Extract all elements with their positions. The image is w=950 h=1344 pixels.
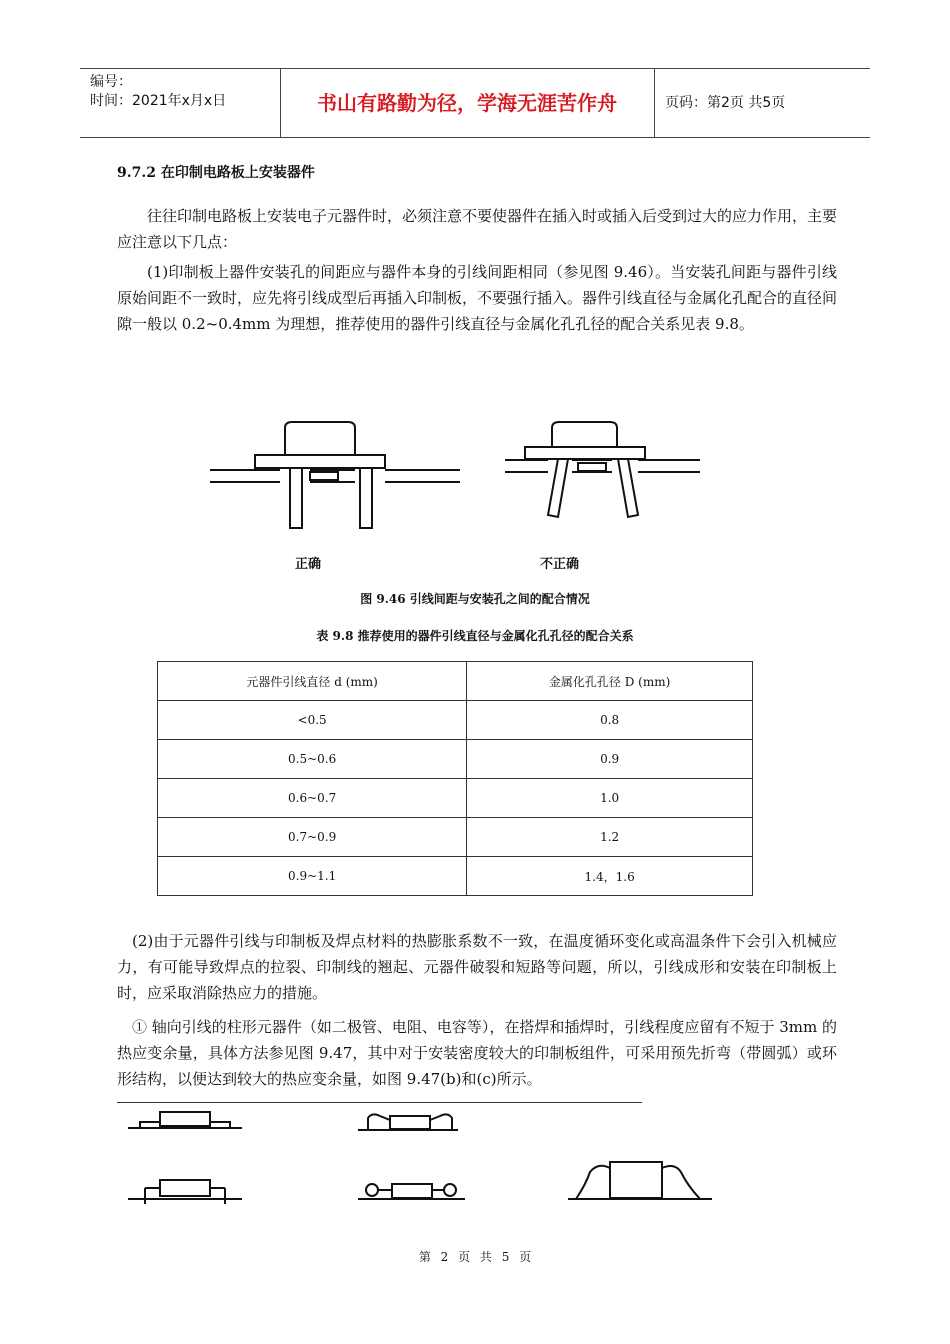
- document-number: 编号：: [90, 74, 132, 90]
- table-9-8-caption: 表 9.8 推荐使用的器件引线直径与金属化孔孔径的配合关系: [316, 629, 634, 643]
- table-row: [158, 857, 753, 896]
- table-cell: 0.6~0.7: [158, 779, 467, 818]
- table-cell: 1.0: [467, 779, 753, 818]
- header-page-number: 页码：第2页 共5页: [665, 95, 786, 111]
- divider: [117, 1102, 642, 1103]
- table-cell: 0.7~0.9: [158, 818, 467, 857]
- axial-component-loop-leads: [358, 1184, 465, 1199]
- table-header-lead-diameter: 元器件引线直径 d (mm): [158, 662, 467, 701]
- page-header: [80, 68, 870, 138]
- document-date: 时间：2021年x月x日: [90, 93, 227, 109]
- incorrect-mounting-illustration: [505, 422, 700, 517]
- table-cell: 1.2: [467, 818, 753, 857]
- table-cell: 0.8: [467, 701, 753, 740]
- section-title: 9.7.2 在印制电路板上安装器件: [117, 165, 315, 181]
- table-header-hole-diameter: 金属化孔孔径 D (mm): [467, 662, 753, 701]
- table-row: [158, 740, 753, 779]
- table-cell: 0.9: [467, 740, 753, 779]
- table-cell: 0.5~0.6: [158, 740, 467, 779]
- paragraph-point-2-1: ① 轴向引线的柱形元器件（如二极管、电阻、电容等），在搭焊和插焊时，引线程度应留有不短于 3mm 的热应变余量，具体方法参见图 9.47，其中对于安装密度较大的印制板组件，可采用预先折弯（带圆弧）或环形结构，以便达到较大的热应变余量，如图 9.47(b)和(c)所示。: [117, 1018, 837, 1088]
- table-row: [158, 779, 753, 818]
- header-motto: 书山有路勤为径，学海无涯苦作舟: [280, 69, 655, 137]
- table-9-8: [157, 661, 753, 896]
- paragraph-point-2: (2)由于元器件引线与印制板及焊点材料的热膨胀系数不一致，在温度循环变化或高温条件下会引入机械应力，有可能导致焊点的拉裂、印制线的翘起、元器件破裂和短路等问题，所以，引线成形和安装在印制板上时，应采取消除热应力的措施。: [117, 932, 837, 1002]
- label-correct: 正确: [295, 557, 322, 572]
- large-component-arched-leads: [568, 1162, 712, 1199]
- table-cell: 0.9~1.1: [158, 857, 467, 896]
- axial-component-straight-leads: [128, 1112, 242, 1128]
- axial-component-through-hole: [128, 1180, 242, 1204]
- table-header-row: [158, 662, 753, 701]
- label-incorrect: 不正确: [540, 557, 580, 572]
- page-footer: 第 2 页 共 5 页: [418, 1250, 532, 1264]
- table-cell: 1.4，1.6: [467, 857, 753, 896]
- correct-mounting-illustration: [210, 422, 460, 528]
- paragraph-intro: 往往印制电路板上安装电子元器件时，必须注意不要使器件在插入时或插入后受到过大的应力作用，主要应注意以下几点：: [117, 207, 838, 251]
- axial-component-bent-leads: [358, 1114, 458, 1130]
- figure-9-47-diagram: [120, 1104, 740, 1224]
- table-row: [158, 818, 753, 857]
- table-cell: <0.5: [158, 701, 467, 740]
- figure-9-46-diagram: [200, 410, 760, 585]
- table-row: [158, 701, 753, 740]
- header-info-cell: [80, 69, 281, 137]
- paragraph-point-1: (1)印制板上器件安装孔的间距应与器件本身的引线间距相同（参见图 9.46）。当安装孔间距与器件引线原始间距不一致时，应先将引线成型后再插入印制板，不要强行插入。器件引线直径与金属化孔配合的直径间隙一般以 0.2~0.4mm 为理想，推荐使用的器件引线直径与金属化孔孔径的配合关系见表 9.8。: [117, 263, 838, 333]
- figure-9-46-caption: 图 9.46 引线间距与安装孔之间的配合情况: [360, 592, 590, 606]
